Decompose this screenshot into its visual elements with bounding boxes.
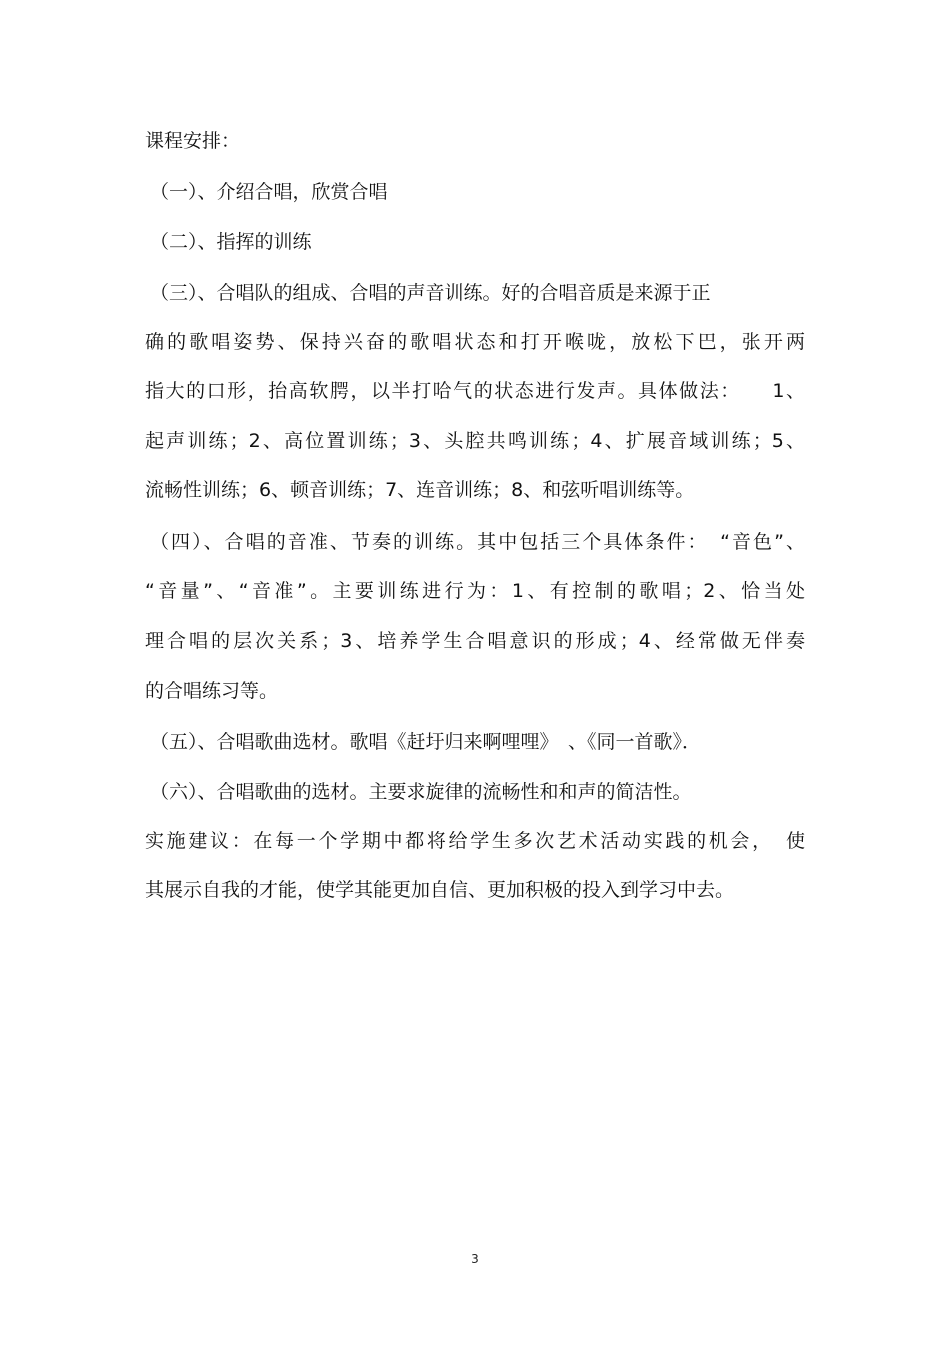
course-item-3-line-4: 起声训练；2、高位置训练；3、头腔共鸣训练；4、扩展音域训练；5、 <box>145 430 805 452</box>
course-item-4-line-3: 理合唱的层次关系；3、培养学生合唱意识的形成；4、经常做无伴奏 <box>145 630 805 652</box>
course-item-3-line-1: （三）、合唱队的组成、合唱的声音训练。好的合唱音质是来源于正 <box>150 282 711 304</box>
course-item-6: （六）、合唱歌曲的选材。主要求旋律的流畅性和和声的简洁性。 <box>150 781 692 803</box>
course-item-4-line-4: 的合唱练习等。 <box>145 680 279 702</box>
course-item-1: （一）、介绍合唱，欣赏合唱 <box>150 181 388 203</box>
course-item-3-line-2: 确的歌唱姿势、保持兴奋的歌唱状态和打开喉咙，放松下巴，张开两 <box>145 331 805 353</box>
course-item-5: （五）、合唱歌曲选材。歌唱《赶圩归来啊哩哩》 、《同一首歌》． <box>150 731 702 753</box>
course-item-2: （二）、指挥的训练 <box>150 231 312 253</box>
section-heading-course-schedule: 课程安排： <box>145 130 241 152</box>
course-item-4-line-2: “音量”、“音准”。主要训练进行为：1、有控制的歌唱；2、恰当处 <box>145 580 805 602</box>
course-item-3-line-5: 流畅性训练；6、顿音训练；7、连音训练；8、和弦听唱训练等。 <box>145 479 695 501</box>
implementation-suggestion-line-1: 实施建议：在每一个学期中都将给学生多次艺术活动实践的机会， 使 <box>145 830 805 852</box>
course-item-3-line-3: 指大的口形，抬高软腭，以半打哈气的状态进行发声。具体做法： 1、 <box>145 380 805 402</box>
page-number: 3 <box>471 1252 479 1266</box>
course-item-4-line-1: （四）、合唱的音准、节奏的训练。其中包括三个具体条件： “音色”、 <box>150 531 805 553</box>
implementation-suggestion-line-2: 其展示自我的才能，使学其能更加自信、更加积极的投入到学习中去。 <box>145 879 735 901</box>
